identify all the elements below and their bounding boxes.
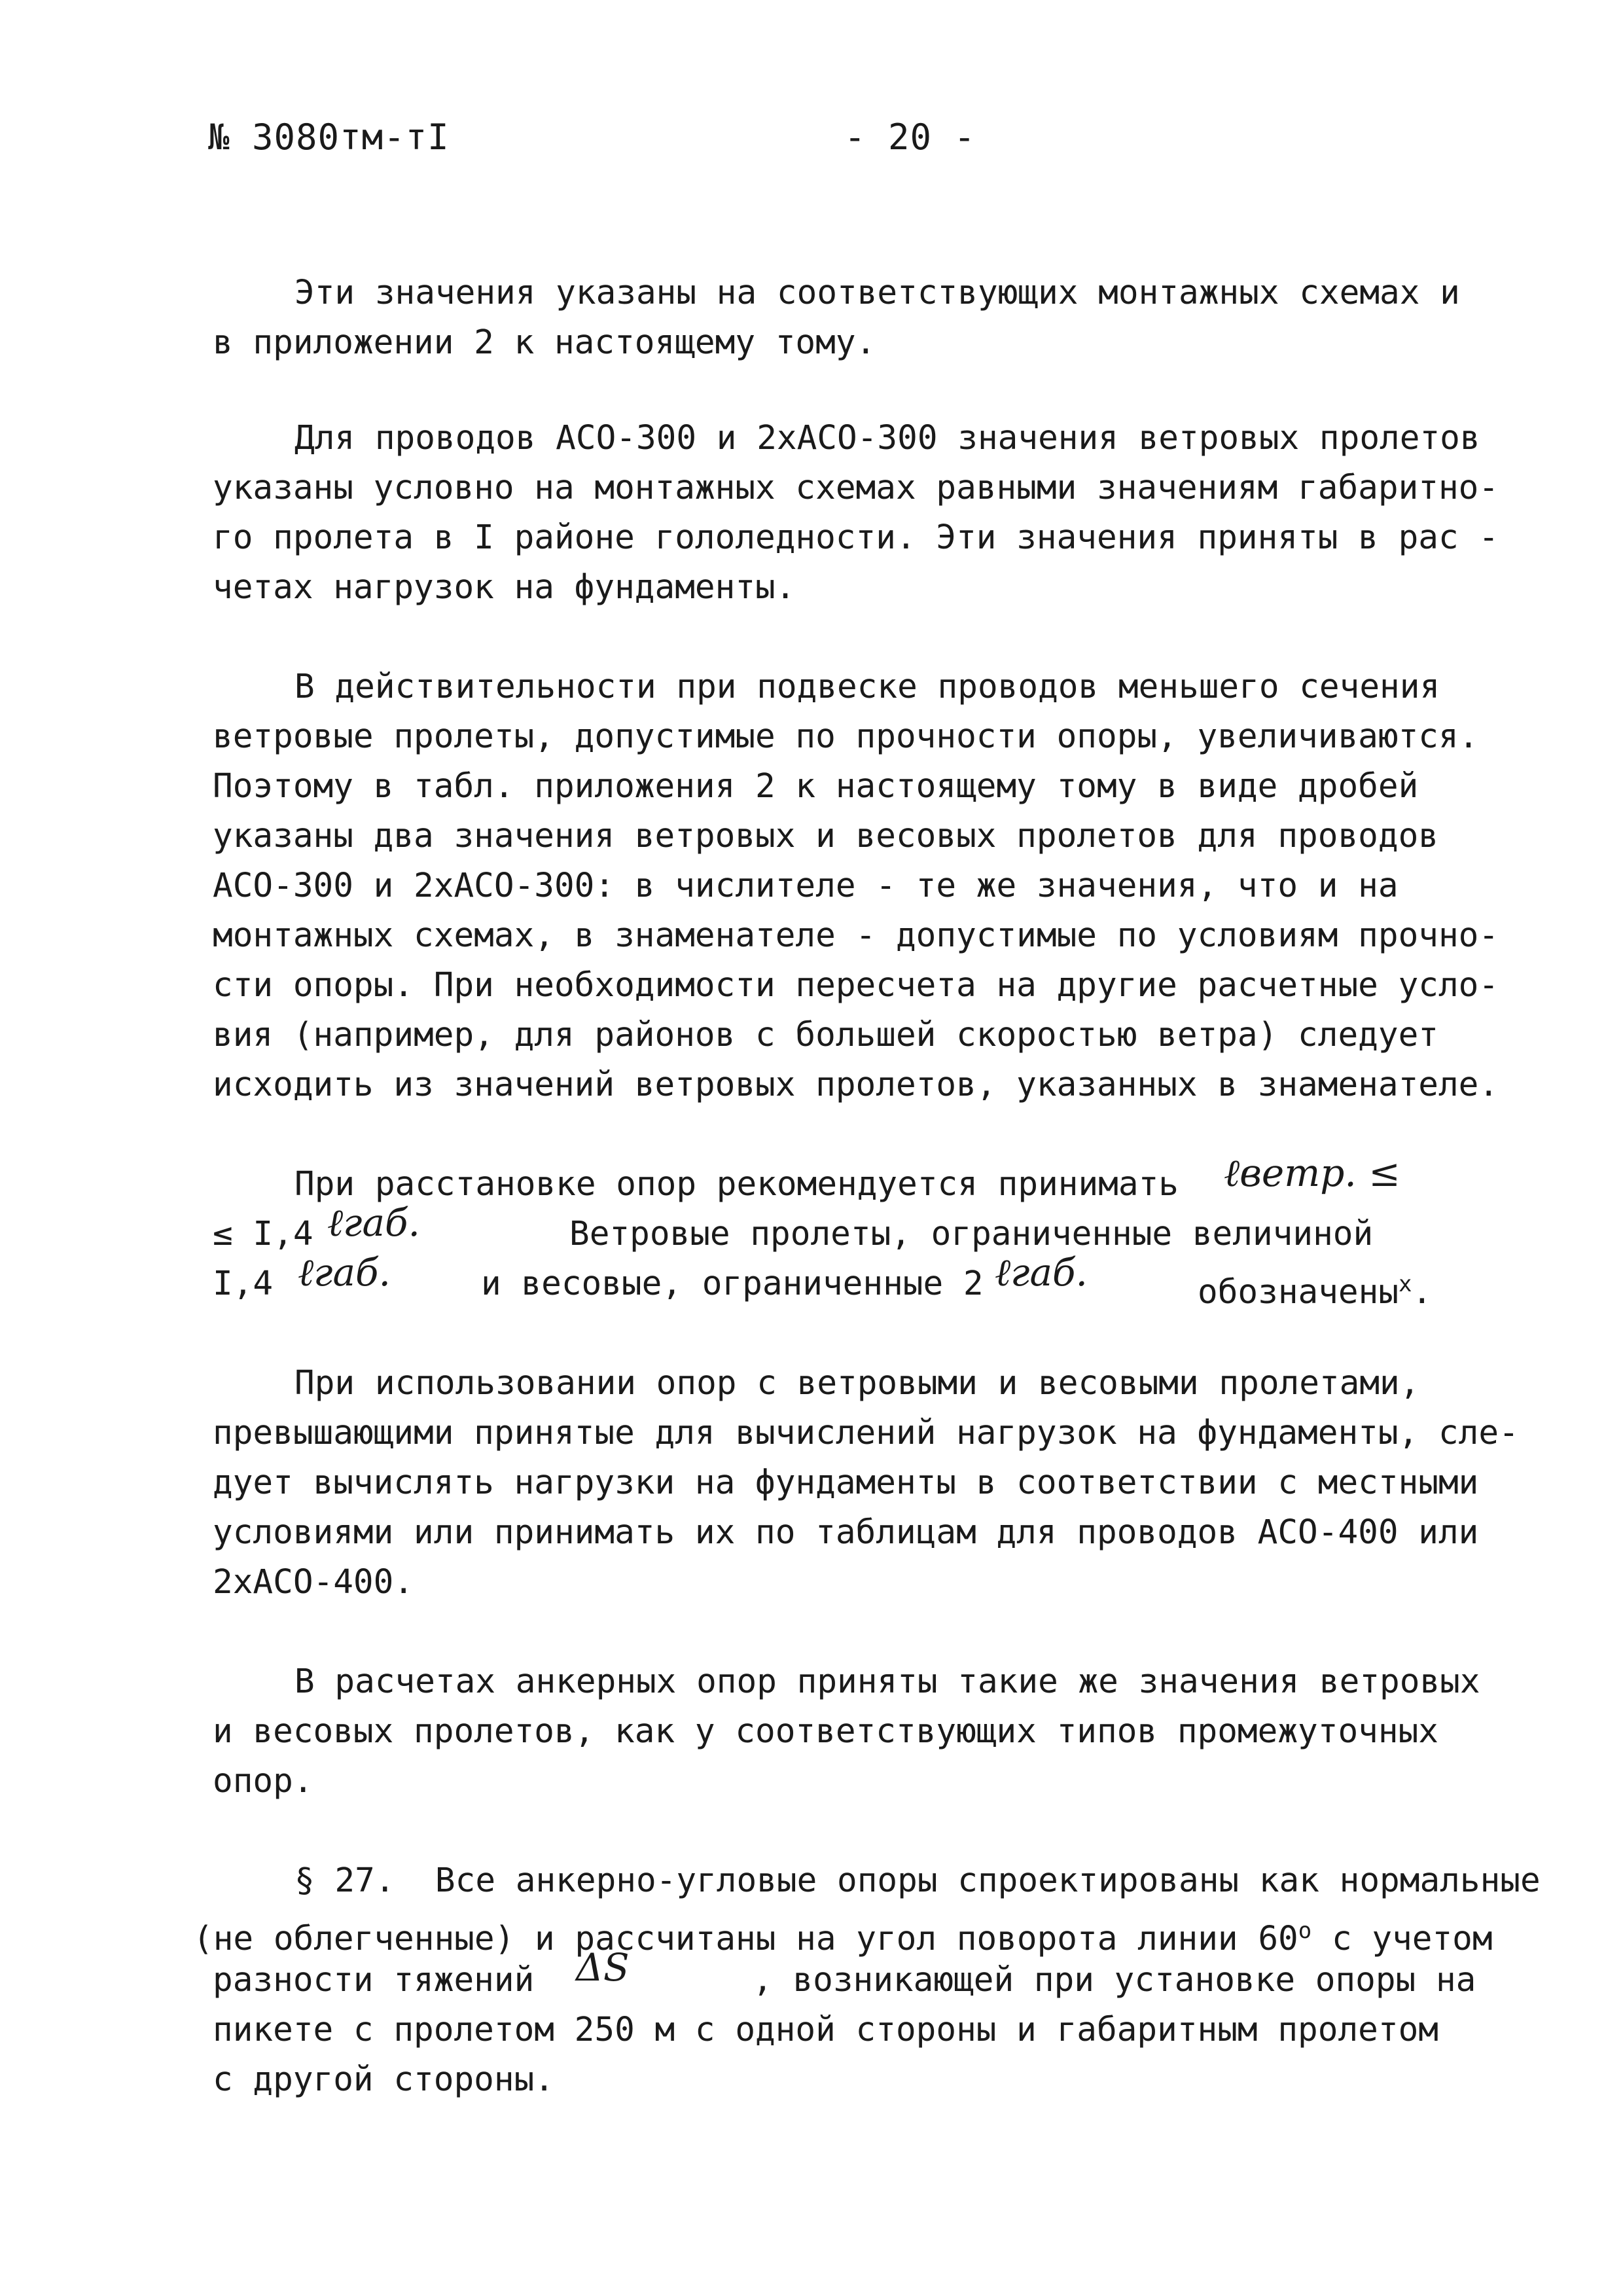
paragraph-2-line-4: четах нагрузок на фундаменты. bbox=[213, 568, 796, 607]
paragraph-2-line-2: указаны условно на монтажных схемах равными значениям габаритно- bbox=[213, 469, 1499, 507]
designated-word: обозначены bbox=[1198, 1273, 1399, 1312]
paragraph-1-line-2: в приложении 2 к настоящему тому. bbox=[213, 323, 876, 362]
handwritten-l-gab-1: ℓгаб. bbox=[327, 1200, 420, 1245]
paragraph-6-line-2: и весовых пролетов, как у соответствующих типов промежуточных bbox=[213, 1712, 1438, 1751]
paragraph-4-line-3-start: I,4 bbox=[213, 1265, 274, 1303]
paragraph-5-line-3: дует вычислять нагрузки на фундаменты в соответствии с местными bbox=[213, 1463, 1479, 1502]
period: . bbox=[1412, 1273, 1433, 1312]
paragraph-3-line-6: монтажных схемах, в знаменателе - допустимые по условиям прочно- bbox=[213, 916, 1499, 955]
paragraph-3-line-9: исходить из значений ветровых пролетов, указанных в знаменателе. bbox=[213, 1066, 1499, 1104]
paragraph-7-line-3-start: разности тяжений bbox=[213, 1961, 535, 2000]
paragraph-7-line-3-end: , возникающей при установке опоры на bbox=[753, 1961, 1476, 2000]
footnote-mark: х bbox=[1399, 1271, 1412, 1297]
paragraph-6-line-1: В расчетах анкерных опор приняты такие же значения ветровых bbox=[294, 1662, 1480, 1701]
paragraph-3-line-1: В действительности при подвеске проводов меньшего сечения bbox=[294, 668, 1440, 706]
paragraph-3-line-8: вия (например, для районов с большей скоростью ветра) следует bbox=[213, 1016, 1438, 1054]
paragraph-7-line-1: § 27. Все анкерно-угловые опоры спроектированы как нормальные bbox=[294, 1861, 1541, 1900]
paragraph-4-line-3-end bbox=[1198, 1259, 1525, 1318]
paragraph-7-line-5: с другой стороны. bbox=[213, 2060, 554, 2099]
paragraph-3-line-2: ветровые пролеты, допустимые по прочности опоры, увеличиваются. bbox=[213, 717, 1479, 756]
paragraph-3-line-4: указаны два значения ветровых и весовых пролетов для проводов bbox=[213, 817, 1438, 855]
paragraph-7-line-2-start: (не облегченные) и рассчитаны на угол поворота линии 60 bbox=[193, 1920, 1298, 1958]
paragraph-2-line-1: Для проводов АСО-300 и 2хАСО-300 значения ветровых пролетов bbox=[294, 419, 1480, 457]
paragraph-7-line-2-end: с учетом bbox=[1311, 1920, 1493, 1958]
paragraph-4-line-2-end: Ветровые пролеты, ограниченные величиной bbox=[569, 1215, 1374, 1253]
paragraph-5-line-2: превышающими принятые для вычислений нагрузок на фундаменты, сле- bbox=[213, 1414, 1519, 1452]
paragraph-5-line-4: условиями или принимать их по таблицам для проводов АСО-400 или bbox=[213, 1513, 1479, 1552]
paragraph-3-line-7: сти опоры. При необходимости пересчета на другие расчетные усло- bbox=[213, 966, 1499, 1005]
handwritten-l-gab-2: ℓгаб. bbox=[298, 1250, 391, 1295]
paragraph-6-line-3: опор. bbox=[213, 1762, 313, 1801]
degree-mark: о bbox=[1298, 1918, 1312, 1944]
paragraph-5-line-1: При использовании опор с ветровыми и весовыми пролетами, bbox=[294, 1364, 1420, 1403]
paragraph-3-line-3: Поэтому в табл. приложения 2 к настоящему тому в виде дробей bbox=[213, 767, 1419, 806]
paragraph-4-line-2-start: ≤ I,4 bbox=[213, 1215, 313, 1253]
paragraph-1-line-1: Эти значения указаны на соответствующих монтажных схемах и bbox=[294, 274, 1460, 312]
handwritten-l-wind: ℓветр. ≤ bbox=[1224, 1151, 1400, 1195]
paragraph-7-line-4: пикете с пролетом 250 м с одной стороны и габаритным пролетом bbox=[213, 2011, 1438, 2049]
handwritten-l-gab-3: ℓгаб. bbox=[995, 1250, 1088, 1295]
paragraph-5-line-5: 2хАСО-400. bbox=[213, 1563, 414, 1602]
paragraph-2-line-3: го пролета в I районе гололедности. Эти значения приняты в рас - bbox=[213, 518, 1499, 557]
handwritten-delta-s: ΔS bbox=[576, 1945, 630, 1990]
paragraph-4-line-1: При расстановке опор рекомендуется принимать bbox=[294, 1165, 1179, 1204]
page-number: - 20 - bbox=[844, 117, 976, 158]
paragraph-3-line-5: АСО-300 и 2хАСО-300: в числителе - те же значения, что и на bbox=[213, 867, 1399, 905]
paragraph-4-line-3-mid: и весовые, ограниченные 2 bbox=[481, 1265, 984, 1303]
document-number: № 3080тм-тI bbox=[208, 117, 450, 158]
